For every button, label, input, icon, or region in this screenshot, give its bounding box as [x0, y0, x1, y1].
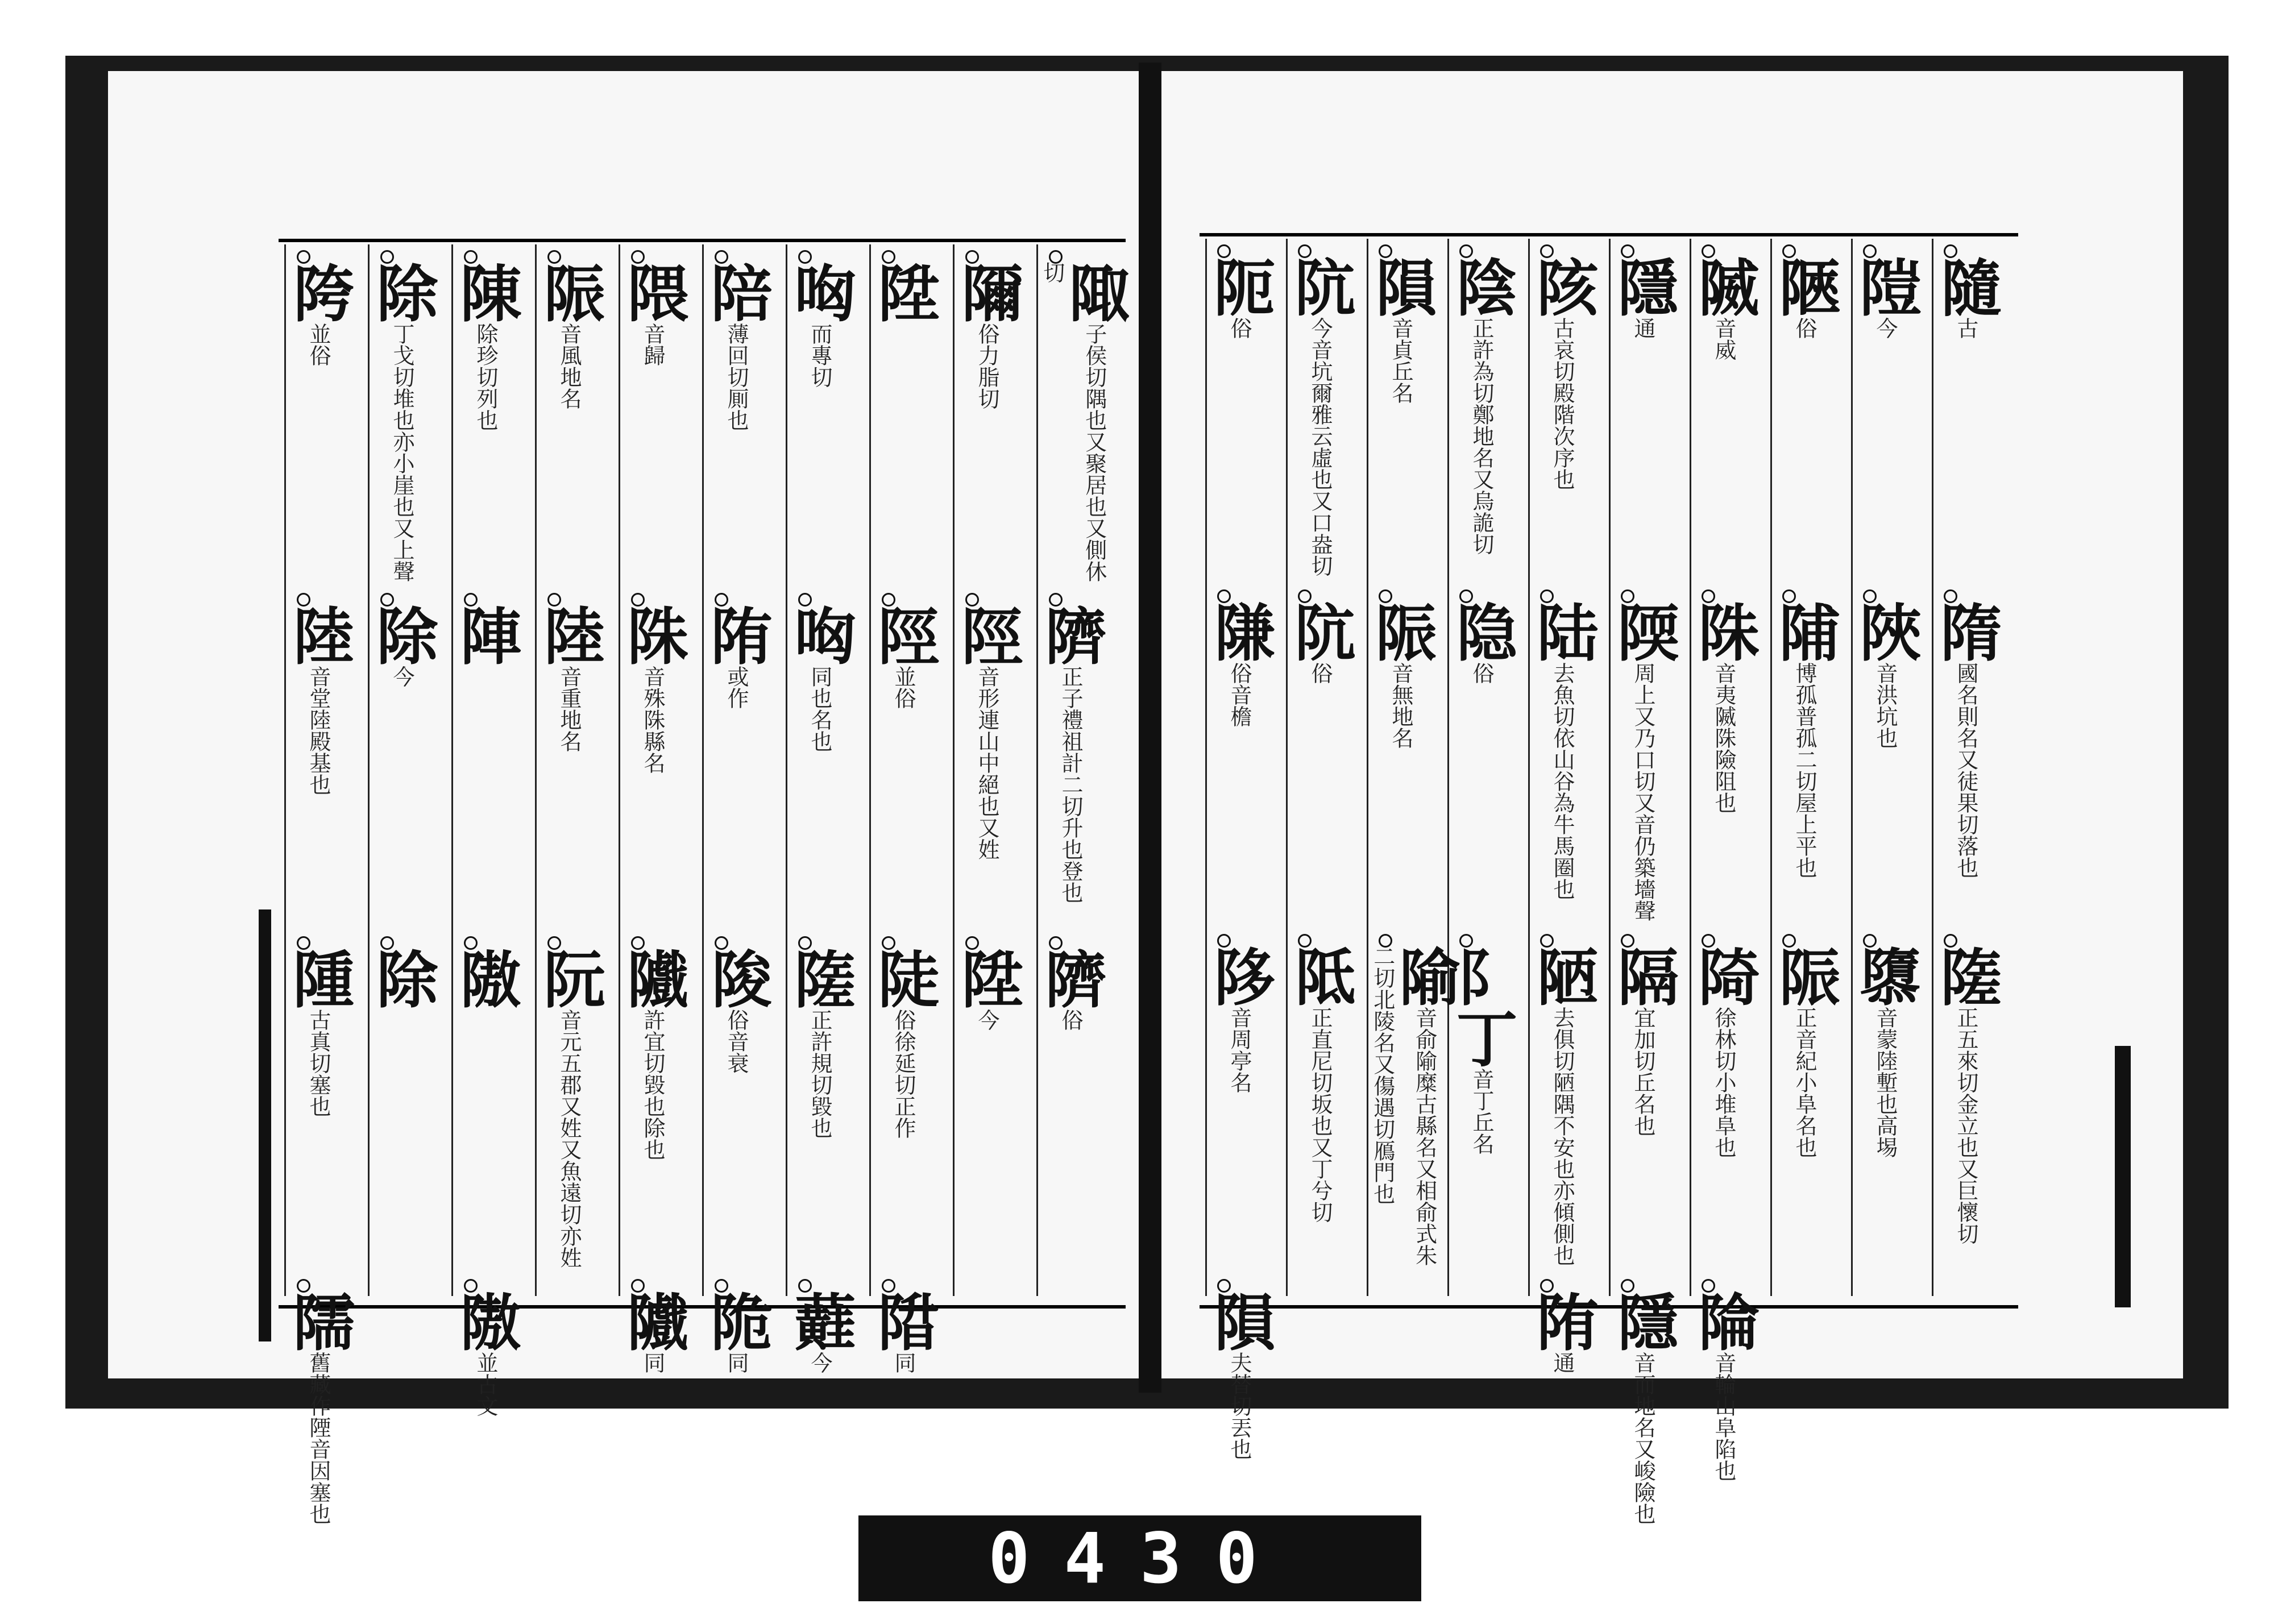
entry-gloss: 今	[1873, 317, 1898, 339]
dictionary-entry	[1849, 600, 1921, 934]
entry-headword: 陰	[1446, 256, 1517, 317]
entry-gloss: 音風地名	[557, 323, 582, 409]
dictionary-entry	[1526, 600, 1598, 934]
entry-headword: 陡	[868, 947, 939, 1009]
entry-headword: 陸	[283, 604, 354, 666]
entry-gloss: 通	[1630, 317, 1655, 339]
dictionary-entry	[1039, 261, 1130, 593]
entry-headword: 陬	[1058, 261, 1130, 323]
entry-headword: 隕	[1204, 1290, 1275, 1352]
circle-marker-icon	[798, 250, 812, 264]
dictionary-entry	[1204, 600, 1275, 934]
column-rule	[1770, 239, 1772, 1296]
entry-gloss: 同也名也	[807, 666, 832, 753]
circle-marker-icon	[380, 250, 394, 264]
entry-headword: 陿	[1769, 256, 1840, 317]
dictionary-entry	[1607, 945, 1679, 1279]
entry-headword: 陘	[951, 604, 1023, 666]
entry-gloss: 薄回切厠也	[724, 323, 749, 431]
dictionary-entry	[1370, 945, 1460, 1279]
entry-headword: 陋	[1526, 945, 1598, 1007]
circle-marker-icon	[882, 1279, 895, 1293]
circle-marker-icon	[631, 1279, 645, 1293]
entry-gloss: 並俗	[891, 666, 916, 709]
entry-gloss: 音歸	[640, 323, 665, 366]
entry-headword: 陎	[617, 604, 688, 666]
scan-smear	[259, 909, 271, 1341]
entry-headword: 陏	[700, 604, 772, 666]
dictionary-entry	[700, 947, 772, 1279]
entry-gloss: 俗力脂切	[974, 323, 999, 409]
entry-gloss: 舊藏作陻音因塞也	[306, 1352, 331, 1525]
dictionary-entry	[1769, 600, 1840, 934]
entry-headword: 隱	[1607, 1290, 1679, 1352]
entry-headword: 陖	[700, 947, 772, 1009]
entry-gloss: 俗	[1308, 662, 1333, 684]
entry-gloss: 音形連山中絕也又姓	[974, 666, 999, 861]
entry-gloss: 博孤普孤二切屋上平也	[1792, 662, 1817, 878]
column-rule	[1036, 244, 1038, 1296]
entry-headword: 隒	[1204, 600, 1275, 662]
entry-gloss: 同	[891, 1352, 916, 1373]
circle-marker-icon	[1944, 589, 1957, 603]
entry-headword: 隞	[450, 1290, 521, 1352]
circle-marker-icon	[297, 250, 310, 264]
entry-gloss: 許宜切毀也除也	[640, 1008, 665, 1160]
circle-marker-icon	[715, 1279, 728, 1293]
dictionary-entry	[450, 947, 521, 1279]
entry-gloss: 正子禮祖計二切升也登也	[1058, 666, 1083, 904]
entry-gloss: 去俱切陋隅不安也亦傾側也	[1550, 1007, 1575, 1266]
dictionary-entry	[1204, 945, 1275, 1279]
entry-headword: 阬	[1284, 256, 1356, 317]
dictionary-entry	[784, 1290, 856, 1622]
entry-gloss: 音堂陸殿基也	[306, 666, 331, 796]
entry-gloss: 國名則名又徒果切落也	[1953, 662, 1978, 878]
circle-marker-icon	[464, 1279, 478, 1293]
entry-gloss: 今音坑爾雅云虛也又口盎切	[1308, 317, 1333, 576]
dictionary-entry	[1035, 947, 1106, 1279]
entry-headword: 陣	[450, 604, 521, 666]
entry-headword: 陯	[1688, 1290, 1760, 1352]
entry-gloss: 並古文	[473, 1352, 498, 1417]
dictionary-entry	[951, 947, 1023, 1279]
entry-headword: 隀	[283, 947, 354, 1009]
entry-gloss: 俗	[1792, 317, 1817, 339]
circle-marker-icon	[1863, 589, 1877, 603]
entry-gloss: 音夷隇陎險阻也	[1711, 662, 1736, 813]
entry-gloss: 俗徐延切正作	[891, 1008, 916, 1139]
dictionary-entry	[617, 947, 688, 1279]
dictionary-entry	[1365, 600, 1437, 934]
entry-gloss: 夫替切丟也	[1227, 1352, 1252, 1460]
dictionary-entry	[1607, 1290, 1679, 1624]
dictionary-entry	[1035, 604, 1106, 936]
serial-plate	[858, 1515, 1421, 1601]
dictionary-entry	[1526, 1290, 1598, 1624]
entry-headword: 陎	[1688, 600, 1760, 662]
entry-gloss: 音威	[1711, 317, 1736, 360]
entry-headword: 隐	[1446, 600, 1517, 662]
entry-headword: 陭	[1688, 945, 1760, 1007]
entry-headword: 隵	[617, 1290, 688, 1352]
book-gutter	[1139, 63, 1161, 1393]
entry-gloss: 音無地名	[1388, 662, 1413, 749]
dictionary-entry	[1204, 256, 1275, 589]
entry-gloss: 音丁丘名	[1469, 1068, 1494, 1155]
entry-headword: 隮	[1035, 947, 1106, 1009]
dictionary-entry	[868, 604, 939, 936]
entry-headword: 陪	[700, 261, 772, 323]
circle-marker-icon	[1782, 589, 1796, 603]
entry-gloss: 正許為切鄭地名又烏詭切	[1469, 317, 1494, 555]
dictionary-entry	[283, 1290, 354, 1622]
dictionary-entry	[1688, 1290, 1760, 1624]
entry-headword: 陠	[1769, 600, 1840, 662]
entry-gloss: 徐林切小堆阜也	[1711, 1007, 1736, 1158]
entry-gloss: 音而地名又峻險也	[1630, 1352, 1655, 1525]
column-rule	[535, 244, 537, 1296]
entry-headword: 隈	[617, 261, 688, 323]
dictionary-entry	[700, 604, 772, 936]
entry-gloss: 而專切	[807, 323, 832, 388]
entry-headword: 隕	[1365, 256, 1437, 317]
entry-headword: 除	[366, 604, 438, 666]
dictionary-entry	[1284, 945, 1356, 1279]
dictionary-entry	[283, 261, 354, 593]
entry-gloss: 古	[1953, 317, 1978, 339]
entry-headword: 隱	[1607, 256, 1679, 317]
entry-headword: 㕼	[784, 261, 856, 323]
column-rule	[786, 244, 787, 1296]
entry-headword: 陞	[868, 261, 939, 323]
entry-gloss: 今	[389, 666, 414, 688]
dictionary-entry	[617, 1290, 688, 1622]
entry-gloss: 丁戈切堆也亦小崖也又上聲	[389, 323, 414, 582]
entry-gloss: 或作	[724, 666, 749, 709]
entry-headword: 陊	[1204, 945, 1275, 1007]
circle-marker-icon	[1298, 589, 1312, 603]
entry-headword: 陜	[1849, 600, 1921, 662]
entry-gloss: 子侯切隅也又聚居也又側休切	[1039, 261, 1107, 582]
circle-marker-icon	[380, 936, 394, 950]
column-rule	[1609, 239, 1611, 1296]
entry-headword: 隳	[1849, 945, 1921, 1007]
dictionary-entry	[784, 604, 856, 936]
entry-gloss: 周上又乃口切又音仍築墻聲	[1630, 662, 1655, 921]
dictionary-entry	[784, 947, 856, 1279]
circle-marker-icon	[631, 250, 645, 264]
entry-headword: 隭	[283, 1290, 354, 1352]
entry-gloss: 音蒙陸塹也高埸	[1873, 1007, 1898, 1158]
entry-headword: 隔	[1607, 945, 1679, 1007]
dictionary-entry	[533, 947, 605, 1279]
entry-gloss: 正音紀小阜名也	[1792, 1007, 1817, 1158]
circle-marker-icon	[1459, 589, 1473, 603]
entry-gloss: 今	[974, 1008, 999, 1031]
scan-smear	[2115, 1046, 2131, 1307]
entry-gloss: 正五來切金立也又巨懷切	[1953, 1007, 1978, 1245]
dictionary-entry	[1849, 945, 1921, 1279]
dictionary-entry	[617, 604, 688, 936]
column-rule	[702, 244, 704, 1296]
entry-gloss: 俗	[1058, 1008, 1083, 1031]
entry-gloss: 通	[1550, 1352, 1575, 1373]
dictionary-entry	[700, 1290, 772, 1622]
circle-marker-icon	[1049, 250, 1063, 264]
dictionary-entry	[533, 261, 605, 593]
circle-marker-icon	[882, 936, 895, 950]
entry-gloss: 宜加切丘名也	[1630, 1007, 1655, 1137]
dictionary-entry	[1446, 256, 1517, 589]
column-rule	[368, 244, 370, 1296]
entry-headword: 隇	[1688, 256, 1760, 317]
column-rule	[619, 244, 620, 1296]
entry-headword: 陸	[533, 604, 605, 666]
entry-headword: 阮	[533, 947, 605, 1009]
dictionary-entry	[1526, 945, 1598, 1279]
dictionary-entry	[1607, 256, 1679, 589]
dictionary-entry	[450, 1290, 521, 1622]
entry-gloss: 同	[640, 1352, 665, 1373]
column-rule	[953, 244, 955, 1296]
dictionary-entry	[951, 604, 1023, 936]
entry-gloss: 音元五郡又姓又魚遠切亦姓	[557, 1008, 582, 1268]
dictionary-entry	[1849, 256, 1921, 589]
column-rule	[1690, 239, 1691, 1296]
entry-headword: 隬	[951, 261, 1023, 323]
dictionary-entry	[283, 947, 354, 1279]
column-rule	[1367, 239, 1368, 1296]
circle-marker-icon	[1379, 589, 1392, 603]
entry-headword: 除	[366, 947, 438, 1009]
circle-marker-icon	[715, 250, 728, 264]
dictionary-entry	[1769, 256, 1840, 589]
dictionary-entry	[1607, 600, 1679, 934]
entry-gloss: 音貞丘名	[1388, 317, 1413, 404]
dictionary-entry	[1930, 600, 2002, 934]
column-rule	[451, 244, 453, 1296]
dictionary-entry	[868, 261, 939, 593]
entry-gloss: 音輪山阜陷也	[1711, 1352, 1736, 1481]
column-rule	[1205, 239, 1207, 1296]
dictionary-entry	[1688, 256, 1760, 589]
entry-gloss: 去魚切依山谷為牛馬圈也	[1550, 662, 1575, 900]
column-rule	[1851, 239, 1853, 1296]
entry-headword: 隓	[1930, 945, 2002, 1007]
dictionary-entry	[1688, 600, 1760, 934]
dictionary-entry	[450, 604, 521, 936]
entry-headword: 陾	[1607, 600, 1679, 662]
circle-marker-icon	[1049, 936, 1063, 950]
entry-headword: 隨	[1930, 256, 2002, 317]
dictionary-entry	[533, 604, 605, 936]
dictionary-entry	[1365, 256, 1437, 589]
column-rule	[869, 244, 871, 1296]
circle-marker-icon	[1621, 589, 1634, 603]
entry-gloss: 今	[807, 1352, 832, 1373]
dictionary-entry	[784, 261, 856, 593]
serial-number: 0430	[988, 1518, 1292, 1599]
circle-marker-icon	[798, 1279, 812, 1293]
entry-gloss: 正直尼切坂也又丁兮切	[1308, 1007, 1333, 1223]
entry-headword: 蘳	[784, 1290, 856, 1352]
circle-marker-icon	[798, 936, 812, 950]
entry-gloss: 除珍切列也	[473, 323, 498, 431]
dictionary-entry	[1284, 600, 1356, 934]
circle-marker-icon	[297, 1279, 310, 1293]
entry-headword: 陳	[450, 261, 521, 323]
entry-gloss: 古真切塞也	[306, 1008, 331, 1117]
entry-headword: 陙	[1365, 600, 1437, 662]
entry-headword: 陞	[951, 947, 1023, 1009]
circle-marker-icon	[1702, 589, 1715, 603]
entry-gloss: 俗音檐	[1227, 662, 1252, 727]
entry-headword: 除	[366, 261, 438, 323]
dictionary-entry	[1526, 256, 1598, 589]
entry-gloss: 音洪坑也	[1873, 662, 1898, 749]
entry-gloss: 同	[724, 1352, 749, 1373]
entry-gloss: 音俞隃糜古縣名又相俞式朱二切北陵名又傷遇切鴈門也	[1370, 945, 1437, 1266]
entry-gloss: 古哀切殿階次序也	[1550, 317, 1575, 490]
entry-gloss: 俗音衰	[724, 1008, 749, 1074]
dictionary-entry	[951, 261, 1023, 593]
circle-marker-icon	[715, 936, 728, 950]
dictionary-entry	[366, 261, 438, 593]
entry-headword: 陔	[1526, 256, 1598, 317]
entry-gloss: 正許規切毀也	[807, 1008, 832, 1139]
circle-marker-icon	[1217, 589, 1231, 603]
entry-headword: 阝丁	[1446, 945, 1517, 1069]
dictionary-entry	[1930, 256, 2002, 589]
dictionary-entry	[1769, 945, 1840, 1279]
dictionary-entry	[617, 261, 688, 593]
circle-marker-icon	[965, 936, 979, 950]
entry-headword: 阺	[1284, 945, 1356, 1007]
circle-marker-icon	[882, 250, 895, 264]
entry-headword: 阬	[1284, 600, 1356, 662]
entry-gloss: 並俗	[306, 323, 331, 366]
dictionary-entry	[366, 604, 438, 936]
entry-headword: 陹	[868, 1290, 939, 1352]
entry-gloss: 俗	[1469, 662, 1494, 684]
column-rule	[284, 244, 286, 1296]
circle-marker-icon	[464, 250, 478, 264]
dictionary-entry	[1930, 945, 2002, 1279]
entry-headword: 隮	[1035, 604, 1106, 666]
circle-marker-icon	[631, 936, 645, 950]
entry-gloss: 音殊陎縣名	[640, 666, 665, 774]
entry-gloss: 俗	[1227, 317, 1252, 339]
circle-marker-icon	[464, 936, 478, 950]
dictionary-entry	[283, 604, 354, 936]
dictionary-entry	[366, 947, 438, 1279]
entry-headword: 阨	[1204, 256, 1275, 317]
dictionary-entry	[1446, 600, 1517, 934]
entry-headword: 隓	[784, 947, 856, 1009]
entry-headword: 陏	[1526, 1290, 1598, 1352]
circle-marker-icon	[965, 250, 979, 264]
entry-headword: 陙	[533, 261, 605, 323]
entry-headword: 陙	[1769, 945, 1840, 1007]
entry-headword: 㕼	[784, 604, 856, 666]
circle-marker-icon	[1540, 589, 1554, 603]
entry-headword: 隞	[450, 947, 521, 1009]
entry-gloss: 音重地名	[557, 666, 582, 753]
entry-headword: 陓	[283, 261, 354, 323]
column-rule	[1932, 239, 1933, 1296]
entry-headword: 隃	[1388, 945, 1460, 1007]
dictionary-entry	[700, 261, 772, 593]
dictionary-entry	[1284, 256, 1356, 589]
entry-headword: 陒	[700, 1290, 772, 1352]
entry-headword: 隵	[617, 947, 688, 1009]
dictionary-entry	[450, 261, 521, 593]
circle-marker-icon	[547, 936, 561, 950]
dictionary-entry	[868, 947, 939, 1279]
circle-marker-icon	[297, 936, 310, 950]
entry-headword: 隑	[1849, 256, 1921, 317]
column-rule	[1286, 239, 1288, 1296]
entry-headword: 隋	[1930, 600, 2002, 662]
entry-headword: 陘	[868, 604, 939, 666]
column-rule	[1528, 239, 1530, 1296]
circle-marker-icon	[547, 250, 561, 264]
entry-gloss: 音周亭名	[1227, 1007, 1252, 1094]
dictionary-entry	[1688, 945, 1760, 1279]
entry-headword: 陆	[1526, 600, 1598, 662]
